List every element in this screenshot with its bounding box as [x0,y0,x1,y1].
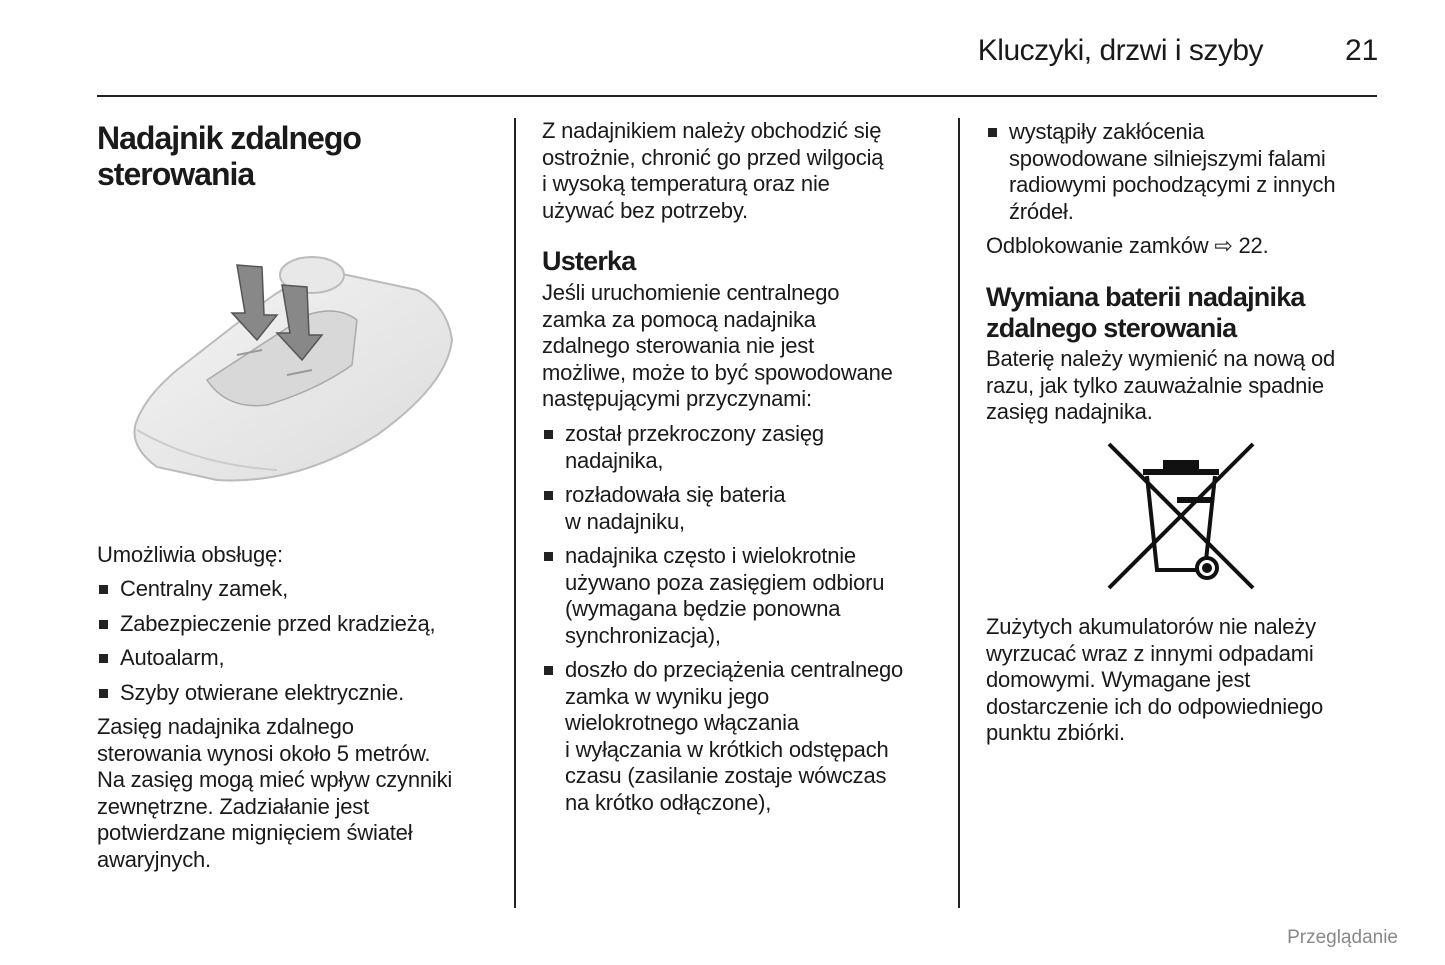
section-heading: Wymiana baterii nadajnika zdalnego sterowania [986,282,1305,343]
reference-text: Odblokowanie zamków [986,233,1209,258]
list-item: został przekroczony zasięg nadajnika, [542,421,824,474]
reference-page: 22. [1238,233,1269,258]
fault-intro: Jeśli uruchomienie centralnego zamka za pomocą nadajnika zdalnego sterowania nie jest możliwe, może to być spowodowane następującymi przyczynami: [542,280,893,411]
list-item: Szyby otwierane elektrycznie. [97,680,404,707]
cross-reference[interactable] [986,233,1268,260]
remote-key-illustration [97,205,487,520]
list-item: nadajnika często i wielokrotnie używano poza zasięgiem odbioru (wymagana będzie ponowna synchronizacja), [542,543,884,649]
section-heading: Nadajnik zdalnego sterowania [97,120,361,192]
footer-browse-link[interactable]: Przeglądanie [1287,927,1398,948]
list-item: doszło do przeciążenia centralnego zamka w wyniku jego wielokrotnego włączania i wyłączania w krótkich odstępach czasu (zasilanie zostaje wówczas na krótko odłączone), [542,657,903,816]
page-number: 21 [1345,34,1379,67]
header-divider [97,95,1377,97]
column-divider [958,118,960,908]
list-item: Centralny zamek, [97,576,288,603]
intro-text: Umożliwia obsługę: [97,542,283,567]
column-divider [514,118,516,908]
disposal-paragraph: Zużytych akumulatorów nie należy wyrzucać wraz z innymi odpadami domowymi. Wymagane jest dostarczenie ich do odpowiedniego punktu zbiórki. [986,614,1324,745]
care-paragraph: Z nadajnikiem należy obchodzić się ostrożnie, chronić go przed wilgocią i wysoką temperaturą oraz nie używać bez potrzeby. [542,118,884,223]
list-item: Autoalarm, [97,645,224,672]
chapter-title: Kluczyki, drzwi i szyby [977,34,1263,67]
range-paragraph: Zasięg nadajnika zdalnego sterowania wynosi około 5 metrów. Na zasięg mogą mieć wpływ czynniki zewnętrzne. Zadziałanie jest potwierdzane mignięciem świateł awaryjnych. [97,714,453,872]
arrow-right-icon: ⇨ [1214,233,1233,258]
crossed-bin-icon [1105,440,1257,592]
list-item: rozładowała się bateria w nadajniku, [542,482,785,535]
list-item: Zabezpieczenie przed kradzieżą, [97,611,435,638]
list-item: wystąpiły zakłócenia spowodowane silniejszymi falami radiowymi pochodzącymi z innych źródeł. [986,119,1335,225]
section-heading: Usterka [542,246,636,276]
battery-paragraph: Baterię należy wymienić na nową od razu, jak tylko zauważalnie spadnie zasięg nadajnika. [986,346,1336,424]
